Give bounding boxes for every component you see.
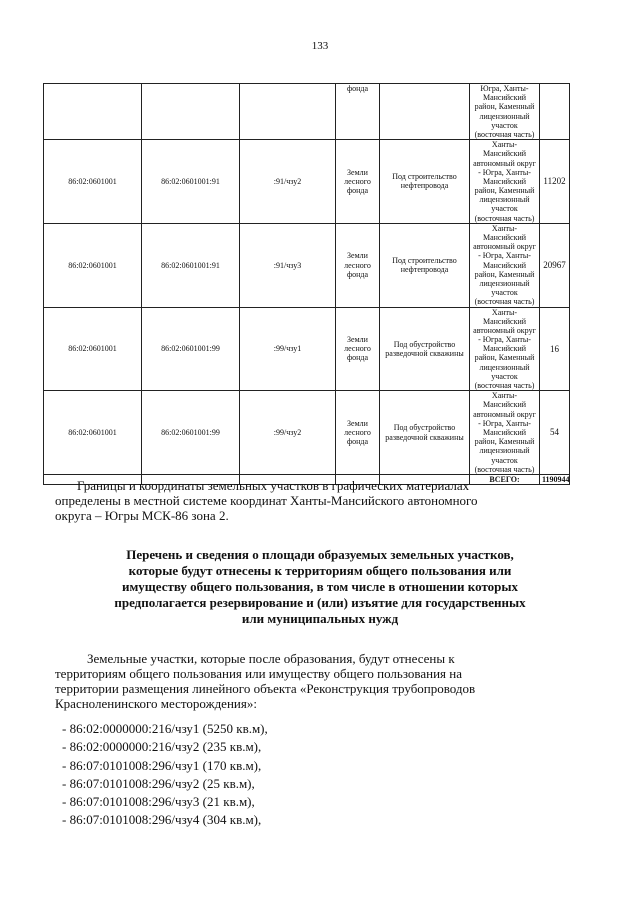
list-item: - 86:07:0101008:296/чзу4 (304 кв.м), — [62, 812, 262, 828]
cell-land-category: Земли лесного фонда — [336, 391, 380, 475]
cell-location: Ханты-Мансийский автономный округ - Югра, Ханты-Мансийский район, Каменный лицензионный участок (восточная часть) — [470, 223, 540, 307]
cell-parent-number: 86:02:0601001:91 — [142, 223, 240, 307]
cell-area: 54 — [540, 391, 570, 475]
cell-area — [540, 84, 570, 140]
boundaries-paragraph: Границы и координаты земельных участков в графических материалах определены в местной системе координат Ханты-Мансийского автономного округа – Югры МСК-86 зона 2. — [55, 478, 478, 523]
cell-quarter: 86:02:0601001 — [44, 223, 142, 307]
cell-purpose: Под обустройство разведочной скважины — [380, 391, 470, 475]
cell-land-category: Земли лесного фонда — [336, 140, 380, 224]
cell-plot-id: :91/чзу2 — [240, 140, 336, 224]
total-label: ВСЕГО: — [470, 474, 540, 484]
list-item: - 86:02:0000000:216/чзу2 (235 кв.м), — [62, 739, 262, 755]
cell-land-category: фонда — [336, 84, 380, 140]
page-number: 133 — [311, 40, 329, 52]
cell-plot-id — [240, 84, 336, 140]
cell-purpose: Под обустройство разведочной скважины — [380, 307, 470, 391]
total-value: 1190944 — [540, 474, 570, 484]
cell-parent-number: 86:02:0601001:99 — [142, 391, 240, 475]
cell-parent-number — [142, 84, 240, 140]
cell-parent-number: 86:02:0601001:99 — [142, 307, 240, 391]
intro-paragraph: Земельные участки, которые после образования, будут отнесены к территориям общего пользования или имуществу общего пользования на территории размещения линейного объекта «Реконструкция трубопроводов Красноленинского месторождения»: — [55, 651, 476, 711]
section-heading: Перечень и сведения о площади образуемых земельных участков, которые будут отнесены к территориям общего пользования или имуществу общего пользования, в том числе в отношении которых предполагается резервирование и (или) изъятие для государственных или муниципальных нужд — [114, 547, 526, 626]
cell-quarter: 86:02:0601001 — [44, 140, 142, 224]
cell-location: Ханты-Мансийский автономный округ - Югра, Ханты-Мансийский район, Каменный лицензионный участок (восточная часть) — [470, 307, 540, 391]
cell-purpose: Под строительство нефтепровода — [380, 140, 470, 224]
list-item: - 86:02:0000000:216/чзу1 (5250 кв.м), — [62, 721, 268, 736]
table-row — [44, 391, 570, 475]
cell-location: Ханты-Мансийский автономный округ - Югра, Ханты-Мансийский район, Каменный лицензионный участок (восточная часть) — [470, 391, 540, 475]
land-plots-table — [43, 83, 570, 485]
cell-quarter: 86:02:0601001 — [44, 307, 142, 391]
cell-plot-id: :99/чзу2 — [240, 391, 336, 475]
cell-quarter: 86:02:0601001 — [44, 391, 142, 475]
cell-area: 16 — [540, 307, 570, 391]
cell-quarter — [44, 84, 142, 140]
cell-area: 11202 — [540, 140, 570, 224]
table-row — [44, 140, 570, 224]
cell-purpose: Под строительство нефтепровода — [380, 223, 470, 307]
list-item: - 86:07:0101008:296/чзу2 (25 кв.м), — [62, 775, 255, 791]
cell-location: Ханты-Мансийский автономный округ - Югра, Ханты-Мансийский район, Каменный лицензионный участок (восточная часть) — [470, 140, 540, 224]
plots-list — [62, 720, 268, 830]
cell-plot-id: :91/чзу3 — [240, 223, 336, 307]
cell-purpose — [380, 84, 470, 140]
cell-location: Югра, Ханты-Мансийский район, Каменный лицензионный участок (восточная часть) — [470, 84, 540, 140]
list-item: - 86:07:0101008:296/чзу3 (21 кв.м), — [62, 794, 255, 810]
table-row — [44, 84, 570, 140]
cell-parent-number: 86:02:0601001:91 — [142, 140, 240, 224]
cell-plot-id: :99/чзу1 — [240, 307, 336, 391]
list-item: - 86:07:0101008:296/чзу1 (170 кв.м), — [62, 757, 262, 773]
cell-area: 20967 — [540, 223, 570, 307]
table-row — [44, 223, 570, 307]
cell-land-category: Земли лесного фонда — [336, 223, 380, 307]
table-row — [44, 307, 570, 391]
cell-land-category: Земли лесного фонда — [336, 307, 380, 391]
